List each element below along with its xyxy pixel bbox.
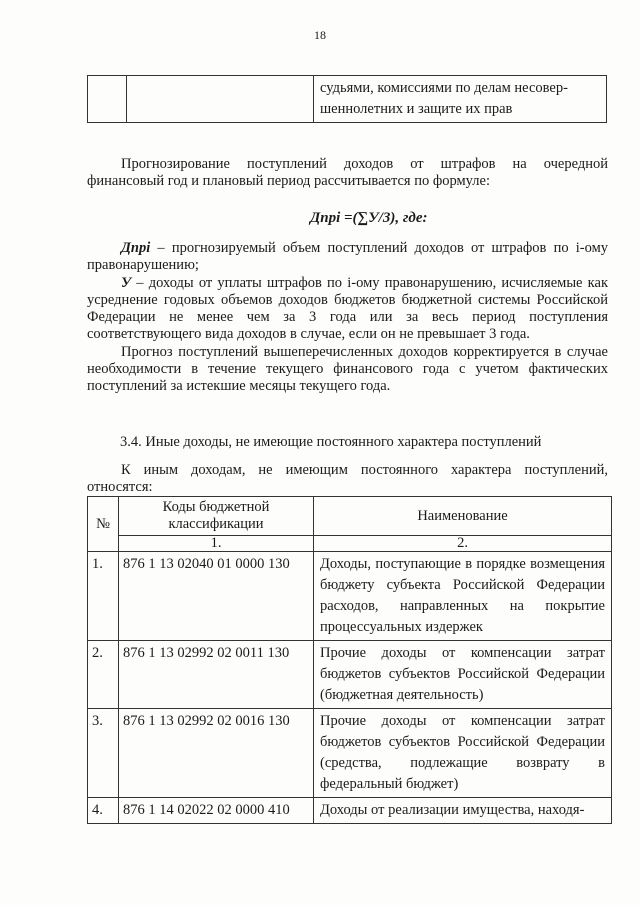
row-code: 876 1 13 02992 02 0016 130 — [119, 709, 314, 798]
table-cell-code — [127, 76, 314, 123]
row-number: 1. — [88, 552, 119, 641]
definition-term-2: У — [121, 275, 132, 291]
table-cell-name: судьями, комиссиями по делам несовер-шеннолетних и защите их прав — [314, 76, 607, 123]
definition-paragraph-2 — [87, 275, 608, 343]
correction-paragraph: Прогноз поступлений вышеперечисленных доходов корректируется в случае необходимости в течение текущего финансового года с учетом фактических поступлений за истекшие месяцы текущего года. — [87, 344, 608, 394]
index-cell-code: 1. — [119, 536, 314, 552]
index-cell-name: 2. — [314, 536, 612, 552]
section-intro-paragraph: К иным доходам, не имеющим постоянного характера поступлений, относятся: — [87, 462, 608, 495]
section-heading: 3.4. Иные доходы, не имеющие постоянного характера поступлений — [120, 434, 542, 450]
row-name: Доходы от реализации имущества, находя- — [314, 798, 612, 824]
row-name: Прочие доходы от компенсации затрат бюджетов субъектов Российской Федерации (средства, подлежащие возврату в федеральный бюджет) — [314, 709, 612, 798]
continued-table — [87, 75, 607, 123]
table-row — [88, 76, 607, 123]
definition-paragraph-1 — [87, 240, 608, 274]
row-number: 3. — [88, 709, 119, 798]
row-code: 876 1 14 02022 02 0000 410 — [119, 798, 314, 824]
header-code: Коды бюджетной классификации — [119, 497, 314, 536]
table-cell-number — [88, 76, 127, 123]
definition-text-2: – доходы от уплаты штрафов по i-ому правонарушению, исчисляемые как усреднение годовых объемов доходов бюджетов бюджетной системы Российской Федерации не менее чем за 3 года или за весь период поступления соответствующего вида доходов в случае, если он не превышает 3 года. — [87, 275, 608, 342]
header-name: Наименование — [314, 497, 612, 536]
forecast-intro-paragraph: Прогнозирование поступлений доходов от штрафов на очередной финансовый год и плановый период рассчитывается по формуле: — [87, 156, 608, 189]
table-row — [88, 709, 612, 798]
row-code: 876 1 13 02992 02 0011 130 — [119, 641, 314, 709]
header-number: № — [88, 497, 119, 552]
table-row — [88, 641, 612, 709]
table-row — [88, 798, 612, 824]
row-number: 2. — [88, 641, 119, 709]
row-code: 876 1 13 02040 01 0000 130 — [119, 552, 314, 641]
table-header-row — [88, 497, 612, 536]
row-name: Доходы, поступающие в порядке возмещения бюджету субъекта Российской Федерации расходов, направленных на покрытие процессуальных издержек — [314, 552, 612, 641]
row-name: Прочие доходы от компенсации затрат бюджетов субъектов Российской Федерации (бюджетная деятельность) — [314, 641, 612, 709]
row-number: 4. — [88, 798, 119, 824]
revenue-table — [87, 496, 612, 824]
table-index-row — [88, 536, 612, 552]
definition-text-1: – прогнозируемый объем поступлений доходов от штрафов по i-ому правонарушению; — [87, 240, 608, 273]
table-row — [88, 552, 612, 641]
definition-term-1: Дпрi — [121, 240, 151, 256]
page-number: 18 — [314, 28, 326, 42]
formula: Дпрi =(∑У/3), где: — [310, 210, 428, 226]
